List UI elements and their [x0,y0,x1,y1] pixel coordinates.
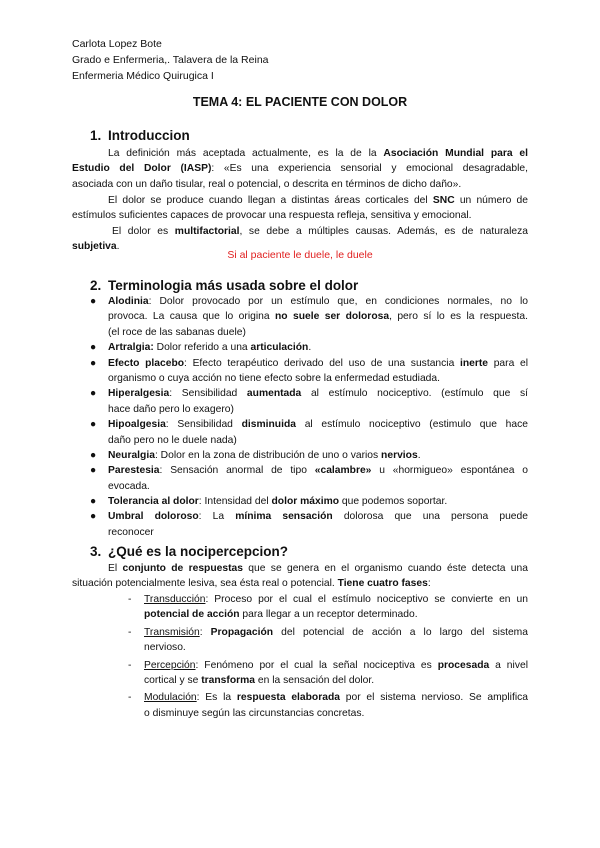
list-item: ● Artralgia: Dolor referido a una articulación. [90,340,528,355]
list-item: - Transmisión: Propagación del potencial de acción a lo largo del sistema nervioso. [128,626,528,654]
list-item: - Modulación: Es la respuesta elaborada por el sistema nervioso. Se amplifica o disminuye según las circunstancias concretas. [128,692,528,719]
bullet-icon: ● [90,465,97,477]
list-item: ● Hiperalgesia: Sensibilidad aumentada al estímulo nociceptivo. (estímulo que sí hace daño pero lo exagero) [90,388,528,415]
degree-line: Grado e Enfermeria,. Talavera de la Reina [72,54,269,66]
list-item: - Transducción: Proceso por el cual el estímulo nociceptivo se convierte en un potencial de acción para llegar a un receptor determinado. [128,594,528,621]
dash-icon: - [128,594,132,605]
bullet-icon: ● [90,342,97,354]
intro-paragraph-3: El dolor es multifactorial, se debe a múltiples causas. Además, es de naturaleza subjetiva. [72,226,528,253]
list-item: ● Alodinia: Dolor provocado por un estímulo que, en condiciones normales, no lo provoca. La causa que lo origina no suele ser dolorosa, pero sí lo es la respuesta. (el roce de las sabanas duele) [90,296,528,338]
phases-list [126,592,528,723]
highlight-text: Si al paciente le duele, le duele [227,249,373,261]
terms-list [90,294,528,540]
course-line: Enfermeria Médico Quirugica I [72,70,214,82]
section-title: Introduccion [108,128,190,143]
section-heading-1 [90,128,190,143]
section-number: 1. [90,128,102,143]
dash-icon: - [128,659,132,671]
intro-paragraph-2: El dolor se produce cuando llegan a distintas áreas corticales del SNC un número de estímulos suficientes capaces de provocar una respuesta refleja, sensitiva y emocional. [72,195,529,222]
bullet-icon: ● [90,357,97,369]
bullet-icon: ● [90,449,97,461]
nocipercepcion-paragraph: El conjunto de respuestas que se genera en el organismo cuando éste detecta una situación potencialmente lesiva, sea ésta real o potencial. Tiene cuatro fases: [72,563,528,590]
document-header [72,36,269,84]
bullet-icon: ● [90,419,97,431]
dash-icon: - [128,626,132,638]
bullet-icon: ● [90,296,97,307]
list-item: ● Hipoalgesia: Sensibilidad disminuida al estímulo nociceptivo (estimulo que hace daño pero no le duele nada) [90,419,529,446]
list-item: ● Neuralgia: Dolor en la zona de distribución de uno o varios nervios. [90,448,528,463]
bullet-icon: ● [90,511,97,523]
list-item: ● Parestesia: Sensación anormal de tipo «calambre» u «hormigueo» espontánea o evocada. [90,465,528,492]
list-item: - Percepción: Fenómeno por el cual la señal nociceptiva es procesada a nivel cortical y se transforma en la sensación del dolor. [128,659,528,686]
list-item: ● Efecto placebo: Efecto terapéutico derivado del uso de una sustancia inerte para el organismo o cuya acción no tiene efecto sobre la enfermedad estudiada. [90,357,528,384]
list-item: ● Umbral doloroso: La mínima sensación dolorosa que una persona puede reconocer [90,511,528,538]
bullet-icon: ● [90,496,97,508]
dash-icon: - [128,692,132,704]
section-heading-3: 3. ¿Qué es la nocipercepcion? [90,544,289,559]
section-heading-2: 2. Terminologia más usada sobre el dolor [90,278,359,293]
list-item: ● Tolerancia al dolor: Intensidad del dolor máximo que podemos soportar. [90,494,528,509]
intro-paragraph-1: La definición más aceptada actualmente, es la de la Asociación Mundial para el Estudio del Dolor (IASP): «Es una experiencia sensorial y emocional desagradable, asociada con un daño tisular, real o potencial, o descrita en términos de dicho daño». [72,148,529,190]
page-title: TEMA 4: EL PACIENTE CON DOLOR [192,95,408,109]
bullet-icon: ● [90,388,97,400]
author-name: Carlota Lopez Bote [72,38,162,50]
